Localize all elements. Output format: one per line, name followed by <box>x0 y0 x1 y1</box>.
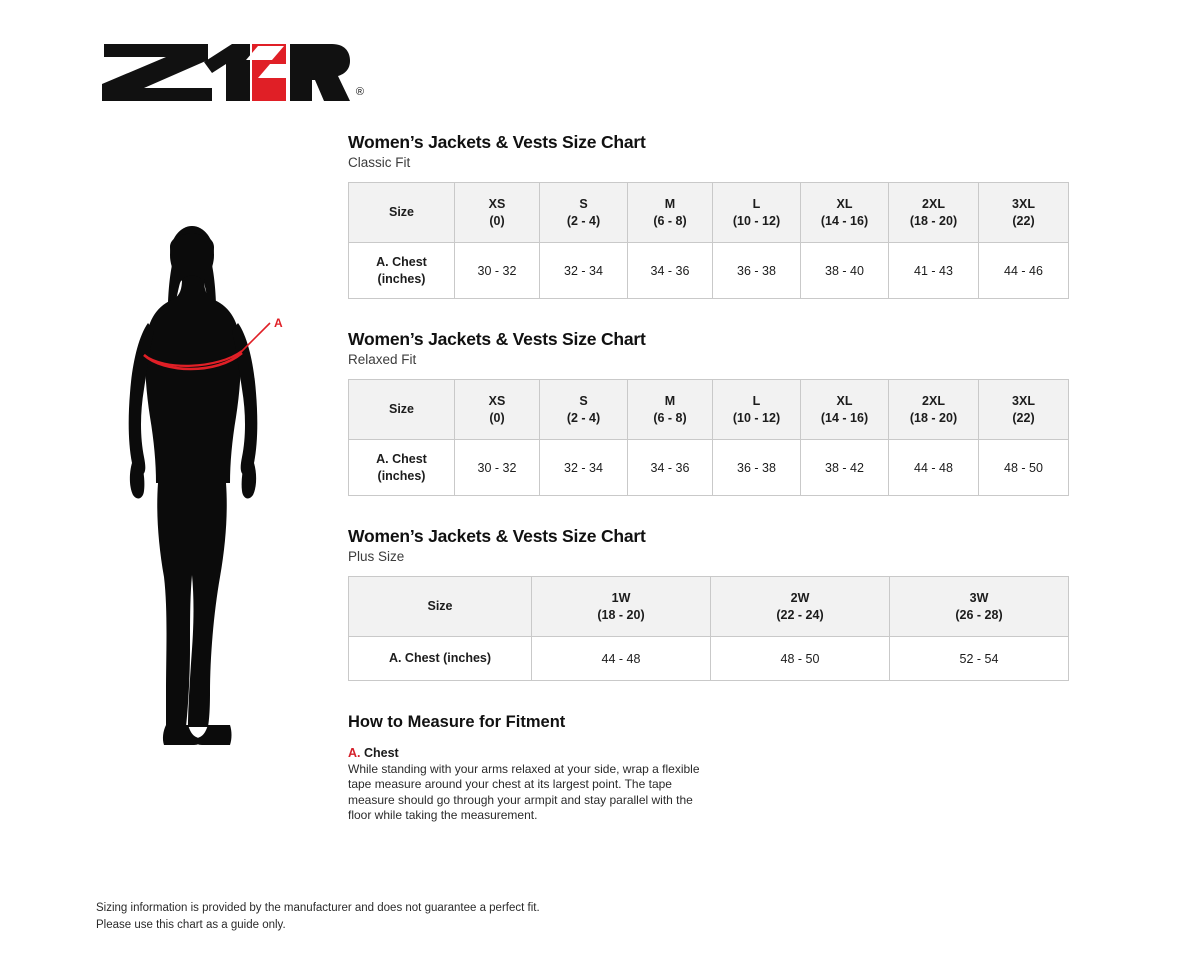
table-cell: 32 - 34 <box>540 243 628 299</box>
measure-item-letter: A. <box>348 746 361 760</box>
table-cell: 36 - 38 <box>713 440 801 496</box>
chart-title: Women’s Jackets & Vests Size Chart <box>348 526 646 546</box>
footer-line-1: Sizing information is provided by the manufacturer and does not guarantee a perfect fit. <box>96 901 540 914</box>
row-header-cell: A. Chest (inches) <box>349 243 455 299</box>
measurement-figure <box>120 225 305 755</box>
table-cell: 30 - 32 <box>455 243 540 299</box>
table-cell: 52 - 54 <box>890 637 1069 681</box>
brand-logo <box>100 40 364 102</box>
row-header-cell: A. Chest (inches) <box>349 440 455 496</box>
size-table-relaxed-fit <box>348 379 1069 496</box>
table-header-cell: M (6 - 8) <box>628 183 713 243</box>
female-silhouette-icon <box>120 225 305 755</box>
table-cell: 44 - 48 <box>889 440 979 496</box>
size-table-plus-size <box>348 576 1069 681</box>
table-row <box>349 243 1069 299</box>
table-header-cell: XL (14 - 16) <box>801 380 889 440</box>
row-header-cell: A. Chest (inches) <box>349 637 532 681</box>
chart-block-plus-size <box>348 526 1072 681</box>
table-cell: 38 - 42 <box>801 440 889 496</box>
table-header-cell: L (10 - 12) <box>713 183 801 243</box>
chart-subtitle: Relaxed Fit <box>348 352 417 367</box>
table-header-cell: XS (0) <box>455 183 540 243</box>
chart-title: Women’s Jackets & Vests Size Chart <box>348 329 646 349</box>
table-cell: 48 - 50 <box>711 637 890 681</box>
registered-mark: ® <box>355 86 364 98</box>
table-header-cell: L (10 - 12) <box>713 380 801 440</box>
table-header-cell: 3XL (22) <box>979 380 1069 440</box>
disclaimer-footer <box>96 900 540 935</box>
table-row <box>349 637 1069 681</box>
charts-content <box>348 132 1072 823</box>
chart-block-relaxed-fit <box>348 329 1072 496</box>
table-cell: 30 - 32 <box>455 440 540 496</box>
table-header-cell: Size <box>349 183 455 243</box>
table-header-cell: 3XL (22) <box>979 183 1069 243</box>
size-table-classic-fit <box>348 182 1069 299</box>
measure-item-description: While standing with your arms relaxed at your side, wrap a flexible tape measure around your chest at its largest point. The tape measure should go through your armpit and stay parallel with the floor while taking the measurement. <box>348 762 700 823</box>
table-cell: 38 - 40 <box>801 243 889 299</box>
measure-item-name: Chest <box>363 746 399 760</box>
chart-subtitle: Classic Fit <box>348 155 411 170</box>
how-to-measure-heading: How to Measure for Fitment <box>348 713 566 731</box>
chart-subtitle: Plus Size <box>348 549 405 564</box>
figure-callout-label: A <box>274 316 283 330</box>
table-header-cell: Size <box>349 577 532 637</box>
table-header-cell: 1W (18 - 20) <box>532 577 711 637</box>
table-header-cell: XL (14 - 16) <box>801 183 889 243</box>
table-cell: 34 - 36 <box>628 440 713 496</box>
measure-item-label <box>348 746 1072 760</box>
z1r-logo-icon <box>100 40 350 104</box>
table-header-cell: 2XL (18 - 20) <box>889 183 979 243</box>
table-header-cell: XS (0) <box>455 380 540 440</box>
table-header-row <box>349 183 1069 243</box>
table-header-cell: 2XL (18 - 20) <box>889 380 979 440</box>
table-header-cell: 3W (26 - 28) <box>890 577 1069 637</box>
table-cell: 32 - 34 <box>540 440 628 496</box>
table-cell: 48 - 50 <box>979 440 1069 496</box>
table-cell: 34 - 36 <box>628 243 713 299</box>
chart-block-classic-fit <box>348 132 1072 299</box>
table-cell: 44 - 46 <box>979 243 1069 299</box>
table-row <box>349 440 1069 496</box>
table-header-row <box>349 380 1069 440</box>
footer-line-2: Please use this chart as a guide only. <box>96 918 286 931</box>
table-header-row <box>349 577 1069 637</box>
table-cell: 44 - 48 <box>532 637 711 681</box>
table-header-cell: 2W (22 - 24) <box>711 577 890 637</box>
table-header-cell: S (2 - 4) <box>540 380 628 440</box>
table-header-cell: M (6 - 8) <box>628 380 713 440</box>
table-cell: 36 - 38 <box>713 243 801 299</box>
chart-title: Women’s Jackets & Vests Size Chart <box>348 132 646 152</box>
table-header-cell: Size <box>349 380 455 440</box>
table-cell: 41 - 43 <box>889 243 979 299</box>
how-to-measure-section <box>348 713 1072 823</box>
table-header-cell: S (2 - 4) <box>540 183 628 243</box>
